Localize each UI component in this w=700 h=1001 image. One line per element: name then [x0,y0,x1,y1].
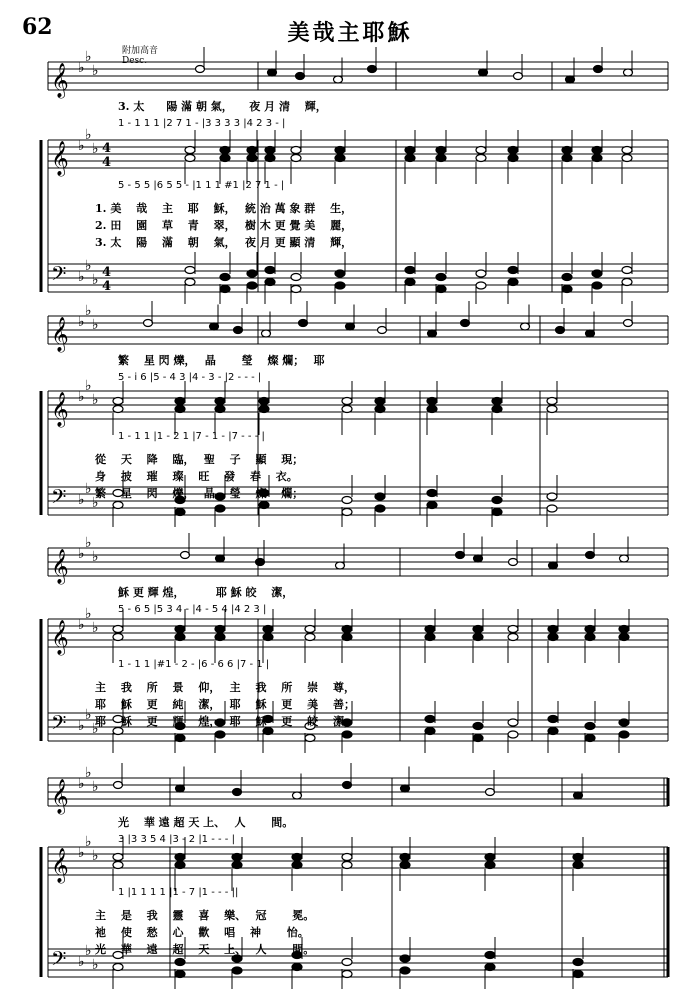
treble-note [113,854,123,861]
verse-line-3: 光 華 遠 超 天 上、 人 間。 [95,943,315,956]
time-signature: 4 [102,265,112,280]
treble-note [436,155,446,162]
descant-note [509,559,518,566]
flat-sign-icon: ♭ [92,63,99,79]
descant-note [334,76,343,83]
bass-note [247,282,257,289]
bass-note [473,735,483,742]
treble-note [342,862,352,869]
descant-note [336,562,345,569]
flat-sign-icon: ♭ [85,49,92,65]
bass-note [585,735,595,742]
treble-note [473,626,483,633]
flat-sign-icon: ♭ [85,834,92,850]
bass-note [585,723,595,730]
treble-note [476,147,486,154]
descant-lyrics: 3. 太 陽 滿 朝 氣， 夜 月 清 輝， [118,100,327,113]
bass-note [508,267,518,274]
descant-note [293,792,302,799]
verse-line-1: 主 我 所 景 仰， 主 我 所 崇 尊， [95,681,355,694]
bass-note [291,274,301,281]
descant-note [594,66,603,73]
descant-label-chinese: 附加高音 [122,46,159,56]
descant-note [262,330,271,337]
treble-note [622,147,632,154]
treble-note [263,626,273,633]
descant-note [210,323,219,330]
flat-sign-icon: ♭ [78,314,85,330]
treble-note [548,634,558,641]
treble-note [342,634,352,641]
treble-note [485,854,495,861]
treble-note [185,147,195,154]
descant-note [256,559,265,566]
bass-note [175,509,185,516]
flat-sign-icon: ♭ [92,549,99,565]
treble-note [185,155,195,162]
bass-note [342,971,352,978]
descant-note [428,330,437,337]
treble-note [492,398,502,405]
descant-note [624,69,633,76]
descant-note [181,552,190,559]
treble-note [547,406,557,413]
flat-sign-icon: ♭ [85,258,92,274]
treble-note [220,147,230,154]
bass-note [425,716,435,723]
treble-note [113,398,123,405]
hymn-title: 美哉主耶穌 [287,20,413,46]
bass-note [619,719,629,726]
treble-note [592,155,602,162]
bass-note [492,509,502,516]
descant-note [586,552,595,559]
treble-note [425,626,435,633]
bass-note [342,731,352,738]
bass-note [291,286,301,293]
time-signature: 4 [102,155,112,170]
treble-clef-icon: 𝄞 [51,317,69,352]
bass-note [492,497,502,504]
descant-note [343,782,352,789]
verse-line-2: 2. 田 園 草 青 翠， 樹 木 更 覺 美 麗， [95,219,353,232]
descant-note [456,552,465,559]
treble-note [247,155,257,162]
bass-note [185,279,195,286]
bass-note [592,270,602,277]
flat-sign-icon: ♭ [85,127,92,143]
bass-clef-icon: 𝄢 [51,711,67,739]
flat-sign-icon: ♭ [78,60,85,76]
verse-line-2: 身 披 璀 璨 旺 發 春 衣。 [95,470,298,483]
bass-note [220,274,230,281]
flat-sign-icon: ♭ [78,617,85,633]
treble-note [215,634,225,641]
treble-note [232,854,242,861]
treble-note [436,147,446,154]
treble-note [622,155,632,162]
flat-sign-icon: ♭ [92,392,99,408]
treble-note [548,626,558,633]
treble-note [425,634,435,641]
treble-note [113,406,123,413]
bass-note [335,270,345,277]
treble-note [547,398,557,405]
treble-note [508,626,518,633]
descant-note [514,73,523,80]
bass-note [215,731,225,738]
treble-note [215,398,225,405]
descant-solfa-numbers: 5 - i 6 |5 - 4 3 |4 - 3 - |2 - - - | [118,372,262,383]
bass-note [548,716,558,723]
bass-note [400,955,410,962]
treble-note [585,634,595,641]
descant-note [521,323,530,330]
verse-line-1: 1. 美 哉 主 耶 穌， 統 治 萬 象 群 生， [95,202,353,215]
bass-note [562,274,572,281]
flat-sign-icon: ♭ [78,954,85,970]
treble-clef-icon: 𝄞 [51,63,69,98]
descant-note [296,73,305,80]
descant-note [624,320,633,327]
verse-line-3: 耶 穌 更 輝 煌， 耶 穌 更 皎 潔， [95,715,355,728]
descant-note [114,782,123,789]
bass-note [342,959,352,966]
treble-clef-icon: 𝄞 [51,779,69,814]
bass-note [405,267,415,274]
treble-note [175,634,185,641]
bass-note [622,267,632,274]
page-number: 62 [22,14,53,40]
flat-sign-icon: ♭ [78,776,85,792]
descant-note [144,320,153,327]
time-signature: 4 [102,141,112,156]
treble-note [215,626,225,633]
treble-note [247,147,257,154]
bass-note [175,959,185,966]
descant-note [474,555,483,562]
treble-note [342,854,352,861]
flat-sign-icon: ♭ [78,269,85,285]
bass-note [425,728,435,735]
flat-sign-icon: ♭ [92,272,99,288]
flat-sign-icon: ♭ [78,389,85,405]
bass-note [292,964,302,971]
bass-note [342,497,352,504]
bass-note [592,282,602,289]
treble-clef-icon: 𝄞 [51,141,69,176]
treble-note [175,854,185,861]
descant-note [378,327,387,334]
descant-lyrics: 穌 更 輝 煌， 耶 穌 皎 潔， [118,586,294,599]
treble-note [113,634,123,641]
bass-note [247,270,257,277]
treble-note [375,406,385,413]
treble-note [405,147,415,154]
treble-note [427,398,437,405]
bass-note [265,267,275,274]
verse-line-2: 祂 使 愁 心 歡 唱 神 怡。 [95,926,309,939]
treble-note [375,398,385,405]
treble-note [113,626,123,633]
treble-clef-icon: 𝄞 [51,620,69,655]
flat-sign-icon: ♭ [92,620,99,636]
descant-note [401,785,410,792]
descant-note [479,69,488,76]
bass-note [436,274,446,281]
treble-note [335,155,345,162]
bass-note [562,286,572,293]
flat-sign-icon: ♭ [85,481,92,497]
alto-solfa-numbers: 1 - 1 1 |#1 - 2 - |6 - 6 6 |7 - 1 | [118,659,270,670]
bass-note [342,509,352,516]
flat-sign-icon: ♭ [92,721,99,737]
treble-note [342,406,352,413]
bass-note [476,282,486,289]
bass-note [547,493,557,500]
bass-clef-icon: 𝄢 [51,485,67,513]
treble-note [175,862,185,869]
treble-note [400,862,410,869]
treble-clef-icon: 𝄞 [51,392,69,427]
descant-lyrics: 繁 星 閃 爍， 晶 瑩 燦 爛； 耶 [118,354,325,367]
treble-note [476,155,486,162]
bass-note [622,279,632,286]
descant-note [233,789,242,796]
treble-note [508,634,518,641]
descant-note [556,327,565,334]
treble-note [215,406,225,413]
flat-sign-icon: ♭ [92,779,99,795]
bass-note [400,967,410,974]
bass-note [473,723,483,730]
flat-sign-icon: ♭ [92,957,99,973]
alto-solfa-numbers: 1 - 1 1 |1 - 2 1 |7 - 1 - |7 - - - | [118,431,265,442]
descant-note [486,789,495,796]
bass-note [375,493,385,500]
treble-note [619,626,629,633]
descant-note [620,555,629,562]
treble-note [342,398,352,405]
descant-label-english: Desc. [122,56,148,66]
bass-note [508,279,518,286]
flat-sign-icon: ♭ [78,492,85,508]
descant-note [176,785,185,792]
bass-note [508,731,518,738]
time-signature: 4 [102,279,112,294]
bass-clef-icon: 𝄢 [51,947,67,975]
descant-note [574,792,583,799]
treble-note [305,626,315,633]
descant-note [566,76,575,83]
verse-line-3: 繁 星 閃 爍， 晶 瑩 燦 爛； [95,487,304,500]
flat-sign-icon: ♭ [85,943,92,959]
treble-note [263,634,273,641]
flat-sign-icon: ♭ [92,317,99,333]
descant-note [299,320,308,327]
flat-sign-icon: ♭ [78,138,85,154]
treble-clef-icon: 𝄞 [51,549,69,584]
bass-note [220,286,230,293]
treble-note [508,155,518,162]
treble-note [427,406,437,413]
flat-sign-icon: ♭ [78,718,85,734]
bass-note [175,971,185,978]
bass-note [485,952,495,959]
treble-note [292,854,302,861]
bass-clef-icon: 𝄢 [51,262,67,290]
treble-note [265,155,275,162]
flat-sign-icon: ♭ [85,535,92,551]
treble-note [585,626,595,633]
flat-sign-icon: ♭ [85,765,92,781]
verse-line-1: 主 是 我 靈 喜 樂、 冠 冕。 [95,909,315,922]
bass-note [335,282,345,289]
bass-note [265,279,275,286]
verse-line-1: 從 天 降 臨， 聖 子 顯 現； [95,453,304,466]
flat-sign-icon: ♭ [92,495,99,511]
bass-note [485,964,495,971]
treble-note [485,862,495,869]
descant-note [234,327,243,334]
treble-note [592,147,602,154]
treble-note [492,406,502,413]
treble-note [291,147,301,154]
flat-sign-icon: ♭ [85,303,92,319]
bass-note [547,505,557,512]
bass-note [619,731,629,738]
descant-note [346,323,355,330]
verse-line-2: 耶 穌 更 純 潔， 耶 穌 更 美 善； [95,698,355,711]
bass-note [305,735,315,742]
bass-note [259,502,269,509]
flat-sign-icon: ♭ [92,141,99,157]
treble-note [473,634,483,641]
descant-note [461,320,470,327]
bass-note [185,267,195,274]
descant-note [216,555,225,562]
flat-sign-icon: ♭ [92,848,99,864]
descant-solfa-numbers: 5 - 6 5 |5 3 4 - |4 - 5 4 |4 2 3 | [118,604,267,615]
bass-note [548,728,558,735]
treble-note [175,626,185,633]
treble-note [113,862,123,869]
treble-note [291,155,301,162]
flat-sign-icon: ♭ [78,546,85,562]
descant-solfa-numbers: 1 - 1 1 1 |2 7 1 - |3 3 3 3 |4 2 3 - | [118,118,286,129]
alto-solfa-numbers: 1 |1 1 1 1 |1 - 7 |1 - - - || [118,887,239,898]
bass-note [215,505,225,512]
bass-note [113,502,123,509]
descant-note [549,562,558,569]
bass-note [427,502,437,509]
system-1 [41,47,668,304]
descant-note [268,69,277,76]
treble-note [305,634,315,641]
treble-note [335,147,345,154]
treble-note [573,862,583,869]
treble-note [508,147,518,154]
descant-note [368,66,377,73]
treble-note [562,147,572,154]
bass-note [175,735,185,742]
descant-note [586,330,595,337]
bass-note [436,286,446,293]
treble-note [175,398,185,405]
flat-sign-icon: ♭ [85,378,92,394]
flat-sign-icon: ♭ [85,707,92,723]
treble-note [405,155,415,162]
treble-note [400,854,410,861]
flat-sign-icon: ♭ [85,606,92,622]
bass-note [232,967,242,974]
bass-note [405,279,415,286]
descant-lyrics: 光 華 遠 超 天 上、 人 間。 [118,816,294,829]
descant-note [196,66,205,73]
treble-note [292,862,302,869]
flat-sign-icon: ♭ [78,845,85,861]
treble-note [232,862,242,869]
bass-note [375,505,385,512]
bass-note [508,719,518,726]
treble-note [619,634,629,641]
treble-note [259,398,269,405]
treble-note [562,155,572,162]
treble-clef-icon: 𝄞 [51,848,69,883]
treble-note [259,406,269,413]
bass-note [427,490,437,497]
bass-note [573,959,583,966]
treble-note [175,406,185,413]
bass-note [113,964,123,971]
treble-note [265,147,275,154]
bass-note [573,971,583,978]
treble-note [573,854,583,861]
alto-solfa-numbers: 5 - 5 5 |6 5 5 - |1 1 1 #1 |2 7 1 - | [118,180,285,191]
descant-solfa-numbers: 3 |3 3 5 4 |3 - 2 |1 - - - | [118,834,235,845]
treble-note [220,155,230,162]
treble-note [342,626,352,633]
bass-note [476,270,486,277]
verse-line-3: 3. 太 陽 滿 朝 氣， 夜 月 更 顯 清 輝， [95,236,353,249]
